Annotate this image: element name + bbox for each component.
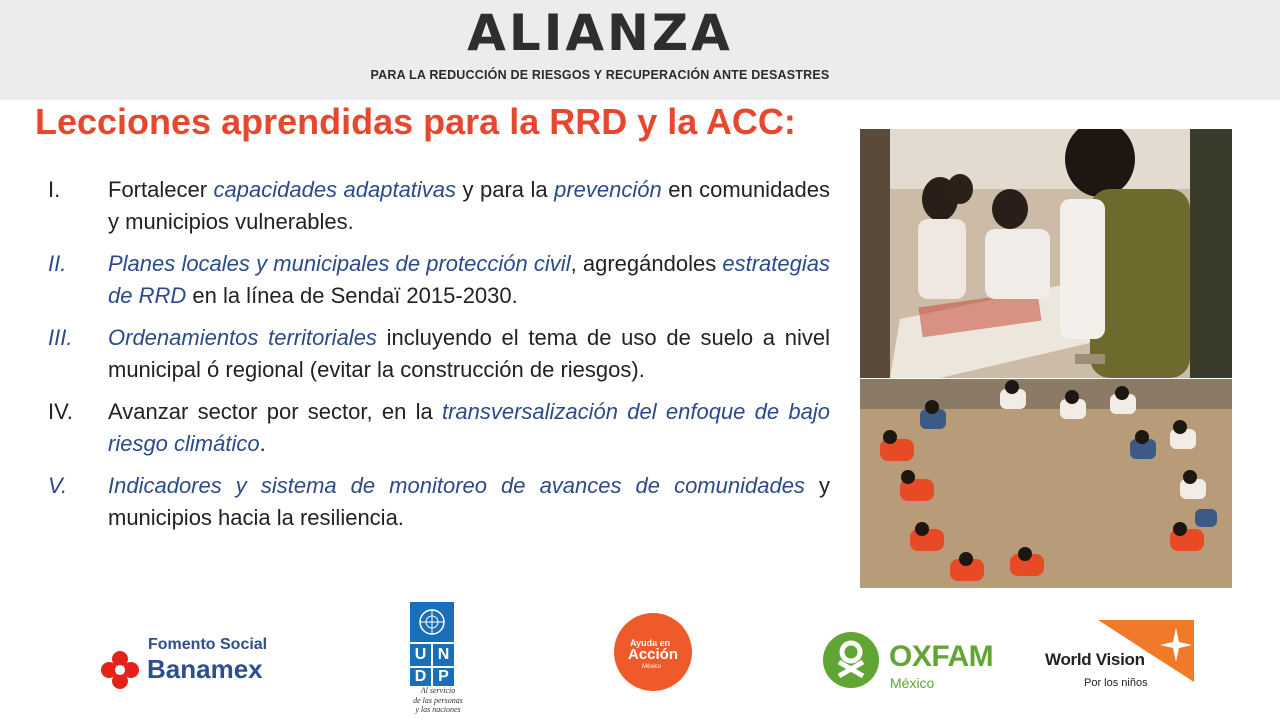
lesson-text-part: Fortalecer	[108, 177, 214, 202]
lesson-emphasis: Planes locales y municipales de protección civil	[108, 251, 571, 276]
photo-workshop	[860, 129, 1232, 378]
ayuda-line1: Ayuda en	[630, 638, 671, 648]
undp-letter-n: N	[433, 644, 454, 666]
header-band	[0, 0, 1280, 100]
oxfam-logo	[823, 630, 994, 694]
undp-letter-p: P	[433, 668, 454, 686]
lesson-text-part: Avanzar sector por sector, en la	[108, 399, 442, 424]
alianza-logo: ALIANZA	[467, 4, 733, 62]
ayuda-line2: Acción	[628, 646, 679, 663]
lesson-text-part: .	[259, 431, 266, 456]
world-vision-tagline: Por los niños	[1084, 677, 1148, 689]
lesson-item	[48, 248, 830, 312]
slide-title: Lecciones aprendidas para la RRD y la ACC:	[35, 101, 796, 142]
lesson-number: III.	[48, 325, 73, 350]
undp-tagline: Al servicio de las personas y las naciones	[413, 686, 463, 714]
photo-community-meeting	[860, 379, 1232, 588]
lesson-text	[108, 177, 830, 234]
lesson-text-part: y para la	[456, 177, 555, 202]
lesson-emphasis: Ordenamientos territoriales	[108, 325, 377, 350]
un-emblem-icon	[410, 602, 454, 642]
lesson-item	[48, 322, 830, 386]
lesson-emphasis: prevención	[554, 177, 662, 202]
lesson-text-part: en comunidades y municipios vulnerables.	[108, 177, 831, 234]
lesson-text	[108, 251, 830, 308]
lesson-text-part: y municipios hacia la resiliencia.	[108, 473, 830, 530]
oxfam-emblem-icon	[823, 632, 879, 688]
oxfam-country: México	[890, 675, 935, 691]
lesson-number: V.	[48, 473, 68, 498]
lesson-number: I.	[48, 177, 61, 202]
ayuda-line3: México	[642, 664, 662, 670]
lesson-text-part: incluyendo el tema de uso de suelo a nivel municipal ó regional (evitar la construcción de riesgos).	[108, 325, 830, 382]
banamex-logo	[100, 636, 275, 692]
world-vision-name: World Vision	[1045, 650, 1145, 669]
world-vision-logo	[1043, 620, 1198, 696]
lesson-number: II.	[48, 251, 67, 276]
lesson-emphasis: transversalización del enfoque de bajo riesgo climático	[108, 399, 830, 456]
lesson-text	[108, 473, 830, 530]
alianza-subtitle: PARA LA REDUCCIÓN DE RIESGOS Y RECUPERACIÓN ANTE DESASTRES	[370, 68, 830, 82]
undp-letter-d: D	[410, 668, 431, 686]
lesson-item	[48, 470, 830, 534]
lessons-list	[48, 174, 830, 544]
lesson-item	[48, 396, 830, 460]
lesson-text-part: , agregándoles	[570, 251, 723, 276]
banamex-line2: Banamex	[147, 654, 263, 684]
undp-logo	[408, 600, 468, 720]
lesson-item	[48, 174, 830, 238]
ayuda-en-accion-logo	[614, 613, 692, 691]
oxfam-name: OXFAM	[889, 640, 994, 673]
lesson-text	[108, 399, 830, 456]
lesson-emphasis: Indicadores y sistema de monitoreo de avances de comunidades	[108, 473, 805, 498]
banamex-flower-icon	[100, 650, 140, 690]
banamex-line1: Fomento Social	[148, 636, 268, 653]
undp-letter-u: U	[410, 644, 431, 666]
lesson-number: IV.	[48, 399, 73, 424]
lesson-emphasis: estrategias de RRD	[108, 251, 830, 308]
lesson-emphasis: capacidades adaptativas	[213, 177, 457, 202]
lesson-text	[108, 325, 830, 382]
lesson-text-part: en la línea de Sendaï 2015-2030.	[186, 283, 518, 308]
